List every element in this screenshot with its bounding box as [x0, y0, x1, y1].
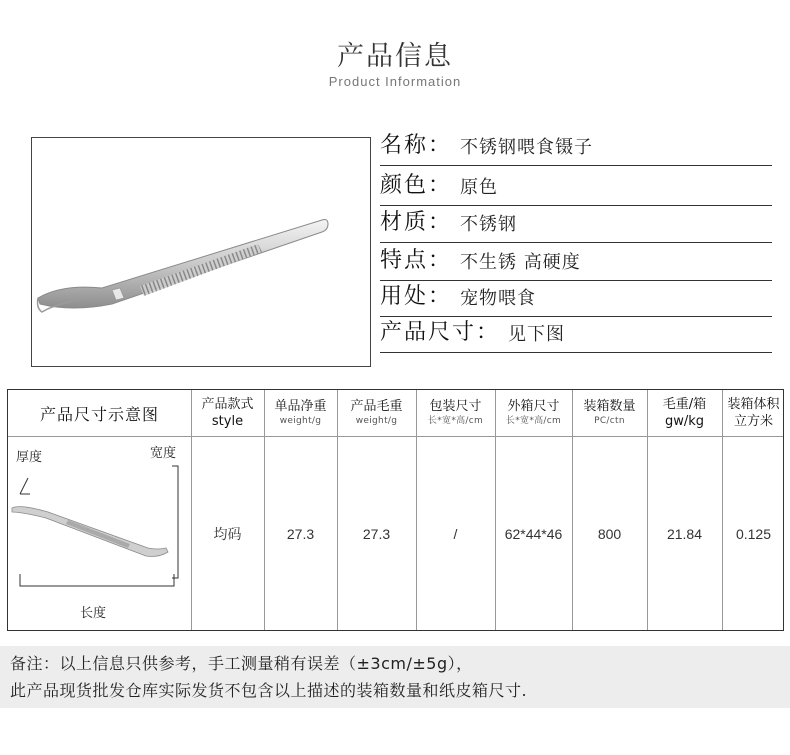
spec-row-name — [380, 128, 772, 166]
header-net-weight — [264, 390, 337, 436]
header-main: 产品款式 — [201, 397, 254, 412]
spec-row-color — [380, 168, 772, 206]
spec-row-material — [380, 205, 772, 243]
remarks-line-2: 此产品现货批发仓库实际发货不包含以上描述的装箱数量和纸皮箱尺寸. — [10, 681, 528, 700]
spec-key: 颜色： — [380, 173, 453, 198]
header-diagram-label: 产品尺寸示意图 — [39, 404, 159, 424]
cell-package-size: / — [453, 526, 458, 542]
product-photo — [31, 137, 371, 367]
remarks-line-1: 备注：以上信息只供参考，手工测量稍有误差（±3cm/±5g）， — [10, 654, 473, 673]
header-gross-weight — [337, 390, 416, 436]
cell-gross-weight: 27.3 — [362, 526, 391, 542]
header-sub: PC/ctn — [594, 416, 625, 426]
cell-carton-weight: 21.84 — [666, 526, 703, 542]
spec-row-features — [380, 243, 772, 281]
cell-volume: 0.125 — [735, 526, 772, 542]
header-main: 外箱尺寸 — [507, 399, 560, 414]
spec-key: 特点： — [380, 248, 453, 273]
header-main: 装箱体积 — [727, 397, 780, 412]
header-carton-weight — [647, 390, 722, 436]
header-main: 单品净重 — [274, 399, 327, 414]
page-subtitle: Product Information — [328, 74, 462, 89]
spec-row-usage — [380, 279, 772, 317]
spec-key: 用处： — [380, 284, 453, 309]
header-main: 毛重/箱 — [662, 397, 707, 412]
spec-value: 不锈钢喂食镊子 — [460, 137, 594, 158]
cell-quantity: 800 — [597, 526, 622, 542]
header-carton-size — [495, 390, 572, 436]
tweezers-image — [32, 138, 370, 366]
header-sub: style — [211, 414, 244, 429]
header-diagram — [8, 390, 191, 436]
header-volume — [722, 390, 785, 436]
size-table — [7, 389, 784, 631]
length-label: 长度 — [80, 606, 107, 621]
header-sub: 立方米 — [733, 414, 773, 429]
thickness-label: 厚度 — [16, 450, 43, 465]
cell-net-weight: 27.3 — [286, 526, 315, 542]
header-sub: 长*宽*高/cm — [505, 416, 562, 426]
spec-key: 材质： — [380, 210, 453, 235]
cell-carton-size: 62*44*46 — [504, 526, 563, 542]
spec-value: 宠物喂食 — [460, 288, 537, 309]
spec-key: 产品尺寸： — [380, 320, 501, 345]
remarks-box — [0, 646, 790, 708]
cell-style: 均码 — [213, 527, 242, 543]
width-label: 宽度 — [150, 446, 177, 461]
header-package-size — [416, 390, 495, 436]
spec-value: 不锈钢 — [460, 214, 518, 235]
page-title: 产品信息 — [337, 41, 453, 72]
header-main: 包装尺寸 — [429, 399, 482, 414]
header-main: 装箱数量 — [583, 399, 636, 414]
spec-value: 见下图 — [508, 324, 566, 345]
size-diagram — [8, 436, 191, 632]
header-main: 产品毛重 — [350, 399, 403, 414]
header-quantity — [572, 390, 647, 436]
spec-value: 不生锈 高硬度 — [460, 252, 581, 273]
header-sub: 长*宽*高/cm — [427, 416, 484, 426]
spec-row-size — [380, 315, 772, 353]
dimension-lines — [8, 436, 191, 632]
header-sub: weight/g — [279, 416, 322, 426]
spec-key: 名称： — [380, 133, 453, 158]
header-sub: gw/kg — [664, 414, 705, 429]
spec-value: 原色 — [460, 177, 499, 198]
header-style — [191, 390, 264, 436]
header-sub: weight/g — [355, 416, 398, 426]
